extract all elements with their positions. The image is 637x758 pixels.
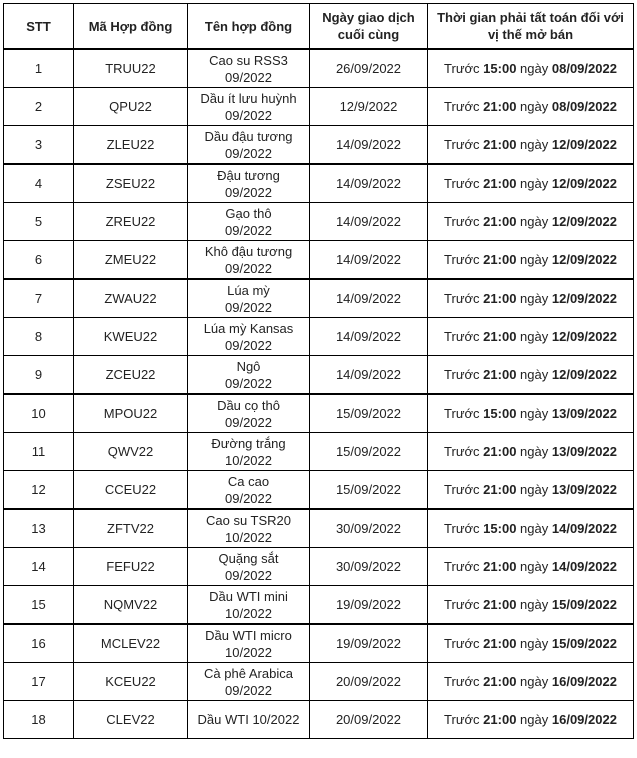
cell-contract-code: TRUU22 — [74, 49, 188, 88]
cell-last-trading-day: 20/09/2022 — [310, 701, 428, 739]
table-row — [4, 356, 634, 395]
deadline-day-label: ngày — [520, 482, 549, 497]
cell-last-trading-day: 19/09/2022 — [310, 586, 428, 625]
header-last-trading-day: Ngày giao dịch cuối cùng — [310, 4, 428, 50]
cell-last-trading-day: 30/09/2022 — [310, 548, 428, 586]
deadline-day-label: ngày — [520, 291, 549, 306]
cell-contract-code: ZMEU22 — [74, 241, 188, 280]
deadline-before-label: Trước — [444, 99, 480, 114]
cell-contract-code: ZLEU22 — [74, 126, 188, 165]
table-row — [4, 241, 634, 280]
cell-last-trading-day: 15/09/2022 — [310, 394, 428, 433]
deadline-time: 21:00 — [483, 674, 517, 689]
deadline-day-label: ngày — [520, 636, 549, 651]
cell-last-trading-day: 15/09/2022 — [310, 471, 428, 510]
deadline-date: 15/09/2022 — [551, 597, 617, 612]
cell-stt: 18 — [4, 701, 74, 739]
table-row — [4, 164, 634, 203]
cell-last-trading-day: 14/09/2022 — [310, 241, 428, 280]
cell-settlement-deadline — [428, 279, 634, 318]
table-row — [4, 509, 634, 548]
deadline-day-label: ngày — [520, 61, 549, 76]
cell-contract-name: Dầu ít lưu huỳnh 09/2022 — [188, 88, 310, 126]
deadline-date: 12/09/2022 — [551, 291, 617, 306]
cell-stt: 6 — [4, 241, 74, 280]
settlement-table — [3, 3, 634, 739]
deadline-date: 16/09/2022 — [551, 674, 617, 689]
cell-stt: 16 — [4, 624, 74, 663]
deadline-time: 21:00 — [483, 444, 517, 459]
cell-stt: 2 — [4, 88, 74, 126]
deadline-time: 21:00 — [483, 482, 517, 497]
deadline-day-label: ngày — [520, 712, 549, 727]
cell-settlement-deadline — [428, 126, 634, 165]
deadline-time: 21:00 — [483, 367, 517, 382]
cell-stt: 12 — [4, 471, 74, 510]
deadline-before-label: Trước — [444, 137, 480, 152]
table-row — [4, 88, 634, 126]
deadline-time: 21:00 — [483, 329, 517, 344]
deadline-date: 13/09/2022 — [551, 406, 617, 421]
deadline-before-label: Trước — [444, 406, 480, 421]
deadline-day-label: ngày — [520, 367, 549, 382]
cell-contract-code: NQMV22 — [74, 586, 188, 625]
deadline-date: 12/09/2022 — [551, 252, 617, 267]
cell-contract-name: Cà phê Arabica 09/2022 — [188, 663, 310, 701]
deadline-before-label: Trước — [444, 559, 480, 574]
cell-stt: 14 — [4, 548, 74, 586]
cell-contract-code: MPOU22 — [74, 394, 188, 433]
deadline-date: 12/09/2022 — [551, 214, 617, 229]
cell-settlement-deadline — [428, 203, 634, 241]
table-row — [4, 203, 634, 241]
deadline-before-label: Trước — [444, 482, 480, 497]
deadline-day-label: ngày — [520, 252, 549, 267]
deadline-before-label: Trước — [444, 214, 480, 229]
deadline-before-label: Trước — [444, 367, 480, 382]
cell-contract-name: Ngô 09/2022 — [188, 356, 310, 395]
cell-last-trading-day: 15/09/2022 — [310, 433, 428, 471]
deadline-time: 15:00 — [483, 406, 517, 421]
deadline-date: 12/09/2022 — [551, 367, 617, 382]
deadline-day-label: ngày — [520, 176, 549, 191]
cell-settlement-deadline — [428, 356, 634, 395]
deadline-time: 21:00 — [483, 214, 517, 229]
cell-last-trading-day: 14/09/2022 — [310, 356, 428, 395]
cell-stt: 8 — [4, 318, 74, 356]
deadline-time: 15:00 — [483, 61, 517, 76]
header-row — [4, 4, 634, 50]
header-contract-name: Tên hợp đồng — [188, 4, 310, 50]
table-row — [4, 394, 634, 433]
cell-contract-code: CCEU22 — [74, 471, 188, 510]
cell-contract-code: KCEU22 — [74, 663, 188, 701]
table-row — [4, 548, 634, 586]
cell-last-trading-day: 20/09/2022 — [310, 663, 428, 701]
cell-stt: 17 — [4, 663, 74, 701]
deadline-time: 21:00 — [483, 176, 517, 191]
cell-stt: 15 — [4, 586, 74, 625]
cell-last-trading-day: 12/9/2022 — [310, 88, 428, 126]
deadline-time: 21:00 — [483, 559, 517, 574]
table-row — [4, 433, 634, 471]
deadline-before-label: Trước — [444, 444, 480, 459]
deadline-day-label: ngày — [520, 444, 549, 459]
cell-contract-code: KWEU22 — [74, 318, 188, 356]
deadline-time: 21:00 — [483, 597, 517, 612]
cell-contract-name: Khô đậu tương 09/2022 — [188, 241, 310, 280]
cell-settlement-deadline — [428, 164, 634, 203]
cell-settlement-deadline — [428, 586, 634, 625]
deadline-date: 08/09/2022 — [551, 99, 617, 114]
cell-settlement-deadline — [428, 241, 634, 280]
cell-last-trading-day: 30/09/2022 — [310, 509, 428, 548]
deadline-day-label: ngày — [520, 597, 549, 612]
cell-settlement-deadline — [428, 701, 634, 739]
deadline-before-label: Trước — [444, 252, 480, 267]
deadline-date: 14/09/2022 — [551, 521, 617, 536]
deadline-time: 21:00 — [483, 636, 517, 651]
header-contract-code: Mã Hợp đồng — [74, 4, 188, 50]
deadline-date: 14/09/2022 — [551, 559, 617, 574]
table-row — [4, 586, 634, 625]
cell-settlement-deadline — [428, 509, 634, 548]
deadline-time: 21:00 — [483, 137, 517, 152]
table-row — [4, 471, 634, 510]
cell-settlement-deadline — [428, 663, 634, 701]
cell-contract-code: FEFU22 — [74, 548, 188, 586]
deadline-day-label: ngày — [520, 329, 549, 344]
cell-last-trading-day: 26/09/2022 — [310, 49, 428, 88]
cell-settlement-deadline — [428, 624, 634, 663]
deadline-before-label: Trước — [444, 521, 480, 536]
cell-last-trading-day: 14/09/2022 — [310, 164, 428, 203]
deadline-date: 15/09/2022 — [551, 636, 617, 651]
cell-settlement-deadline — [428, 471, 634, 510]
deadline-day-label: ngày — [520, 214, 549, 229]
cell-settlement-deadline — [428, 318, 634, 356]
deadline-date: 12/09/2022 — [551, 137, 617, 152]
cell-contract-code: ZREU22 — [74, 203, 188, 241]
deadline-day-label: ngày — [520, 137, 549, 152]
deadline-date: 13/09/2022 — [551, 444, 617, 459]
deadline-day-label: ngày — [520, 406, 549, 421]
cell-last-trading-day: 14/09/2022 — [310, 318, 428, 356]
cell-last-trading-day: 14/09/2022 — [310, 203, 428, 241]
cell-stt: 13 — [4, 509, 74, 548]
deadline-before-label: Trước — [444, 712, 480, 727]
deadline-before-label: Trước — [444, 329, 480, 344]
cell-contract-name: Dầu WTI mini 10/2022 — [188, 586, 310, 625]
deadline-date: 08/09/2022 — [551, 61, 617, 76]
cell-stt: 10 — [4, 394, 74, 433]
deadline-before-label: Trước — [444, 61, 480, 76]
deadline-day-label: ngày — [520, 521, 549, 536]
cell-contract-name: Dầu WTI 10/2022 — [188, 701, 310, 739]
cell-contract-code: QPU22 — [74, 88, 188, 126]
deadline-day-label: ngày — [520, 674, 549, 689]
cell-contract-name: Gạo thô 09/2022 — [188, 203, 310, 241]
cell-contract-code: ZSEU22 — [74, 164, 188, 203]
cell-contract-name: Cao su TSR20 10/2022 — [188, 509, 310, 548]
cell-settlement-deadline — [428, 433, 634, 471]
cell-stt: 4 — [4, 164, 74, 203]
deadline-date: 16/09/2022 — [551, 712, 617, 727]
deadline-date: 12/09/2022 — [551, 329, 617, 344]
cell-contract-name: Đậu tương 09/2022 — [188, 164, 310, 203]
deadline-before-label: Trước — [444, 674, 480, 689]
cell-last-trading-day: 14/09/2022 — [310, 279, 428, 318]
deadline-before-label: Trước — [444, 636, 480, 651]
table-body — [4, 49, 634, 739]
cell-contract-name: Quặng sắt 09/2022 — [188, 548, 310, 586]
cell-contract-code: ZWAU22 — [74, 279, 188, 318]
cell-stt: 7 — [4, 279, 74, 318]
header-settlement-deadline: Thời gian phải tất toán đối với vị thế mở bán — [428, 4, 634, 50]
cell-contract-code: QWV22 — [74, 433, 188, 471]
table-row — [4, 49, 634, 88]
cell-stt: 1 — [4, 49, 74, 88]
cell-contract-name: Đường trắng 10/2022 — [188, 433, 310, 471]
header-stt: STT — [4, 4, 74, 50]
deadline-date: 13/09/2022 — [551, 482, 617, 497]
cell-contract-name: Lúa mỳ Kansas 09/2022 — [188, 318, 310, 356]
cell-settlement-deadline — [428, 49, 634, 88]
deadline-time: 15:00 — [483, 521, 517, 536]
cell-contract-code: CLEV22 — [74, 701, 188, 739]
cell-last-trading-day: 14/09/2022 — [310, 126, 428, 165]
cell-settlement-deadline — [428, 548, 634, 586]
cell-contract-name: Lúa mỳ 09/2022 — [188, 279, 310, 318]
deadline-time: 21:00 — [483, 99, 517, 114]
table-row — [4, 126, 634, 165]
table-row — [4, 318, 634, 356]
cell-settlement-deadline — [428, 88, 634, 126]
cell-contract-code: MCLEV22 — [74, 624, 188, 663]
cell-contract-code: ZFTV22 — [74, 509, 188, 548]
cell-contract-name: Ca cao 09/2022 — [188, 471, 310, 510]
table-row — [4, 663, 634, 701]
cell-last-trading-day: 19/09/2022 — [310, 624, 428, 663]
cell-contract-name: Dầu cọ thô 09/2022 — [188, 394, 310, 433]
deadline-time: 21:00 — [483, 712, 517, 727]
deadline-day-label: ngày — [520, 559, 549, 574]
cell-stt: 9 — [4, 356, 74, 395]
table-row — [4, 279, 634, 318]
deadline-before-label: Trước — [444, 597, 480, 612]
table-row — [4, 701, 634, 739]
cell-contract-name: Dầu WTI micro 10/2022 — [188, 624, 310, 663]
deadline-date: 12/09/2022 — [551, 176, 617, 191]
deadline-time: 21:00 — [483, 252, 517, 267]
deadline-before-label: Trước — [444, 291, 480, 306]
cell-contract-name: Cao su RSS3 09/2022 — [188, 49, 310, 88]
deadline-time: 21:00 — [483, 291, 517, 306]
cell-stt: 5 — [4, 203, 74, 241]
cell-settlement-deadline — [428, 394, 634, 433]
cell-contract-code: ZCEU22 — [74, 356, 188, 395]
deadline-before-label: Trước — [444, 176, 480, 191]
cell-stt: 3 — [4, 126, 74, 165]
cell-stt: 11 — [4, 433, 74, 471]
table-row — [4, 624, 634, 663]
deadline-day-label: ngày — [520, 99, 549, 114]
cell-contract-name: Dầu đậu tương 09/2022 — [188, 126, 310, 165]
